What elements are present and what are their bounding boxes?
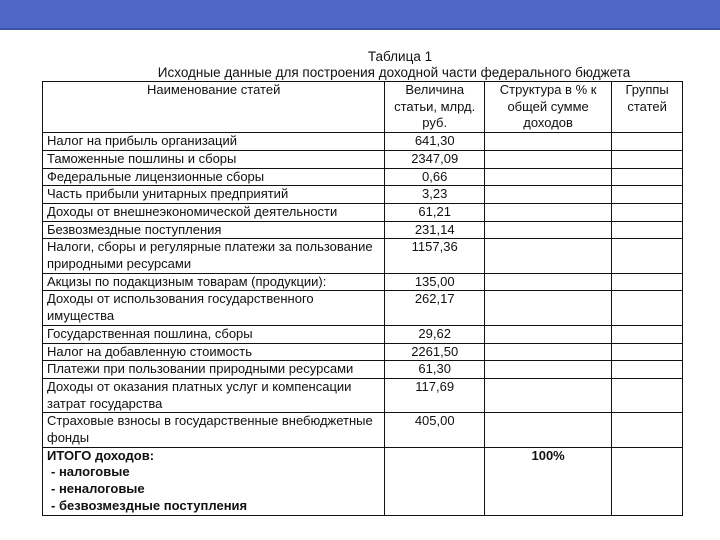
column-header-groups: Группы статей — [612, 82, 683, 133]
row-value: 3,23 — [385, 186, 485, 204]
row-name: Платежи при пользовании природными ресурсами — [43, 361, 385, 379]
row-group — [612, 239, 683, 273]
row-value: 262,17 — [385, 291, 485, 325]
row-group — [612, 378, 683, 412]
row-name: Налог на прибыль организаций — [43, 133, 385, 151]
row-group — [612, 291, 683, 325]
table-row — [43, 325, 683, 343]
row-name: Доходы от внешнеэкономической деятельности — [43, 203, 385, 221]
row-value: 2347,09 — [385, 150, 485, 168]
row-group — [612, 150, 683, 168]
table-row — [43, 273, 683, 291]
table-row — [43, 343, 683, 361]
revenue-table — [42, 81, 683, 516]
table-row — [43, 133, 683, 151]
row-name: Часть прибыли унитарных предприятий — [43, 186, 385, 204]
table-header-row — [43, 82, 683, 133]
row-structure — [484, 186, 611, 204]
row-group — [612, 343, 683, 361]
total-sub-tax: - налоговые — [51, 464, 130, 480]
total-sub-nontax: - неналоговые — [51, 481, 145, 497]
row-group — [612, 273, 683, 291]
row-structure — [484, 150, 611, 168]
row-structure — [484, 343, 611, 361]
row-structure — [484, 168, 611, 186]
table-row — [43, 239, 683, 273]
row-value: 135,00 — [385, 273, 485, 291]
row-value: 61,30 — [385, 361, 485, 379]
table-row — [43, 221, 683, 239]
row-name: Акцизы по подакцизным товарам (продукции): — [43, 273, 385, 291]
table-row — [43, 203, 683, 221]
row-group — [612, 361, 683, 379]
table-title: Исходные данные для построения доходной части федерального бюджета — [157, 65, 631, 80]
row-name: Доходы от оказания платных услуг и компенсации затрат государства — [43, 378, 385, 412]
row-value: 117,69 — [385, 378, 485, 412]
row-name: Налоги, сборы и регулярные платежи за пользование природными ресурсами — [43, 239, 385, 273]
row-group — [612, 133, 683, 151]
row-group — [612, 203, 683, 221]
row-value: 0,66 — [385, 168, 485, 186]
row-value: 641,30 — [385, 133, 485, 151]
row-structure — [484, 133, 611, 151]
row-structure — [484, 413, 611, 447]
row-structure — [484, 203, 611, 221]
table-row — [43, 378, 683, 412]
table-number: Таблица 1 — [367, 49, 433, 64]
total-groups — [612, 447, 683, 515]
row-group — [612, 186, 683, 204]
row-structure — [484, 221, 611, 239]
row-name: Безвозмездные поступления — [43, 221, 385, 239]
row-name: Налог на добавленную стоимость — [43, 343, 385, 361]
row-group — [612, 168, 683, 186]
table-row — [43, 150, 683, 168]
row-group — [612, 221, 683, 239]
column-header-structure: Структура в % к общей сумме доходов — [484, 82, 611, 133]
row-value: 231,14 — [385, 221, 485, 239]
total-cell — [43, 447, 385, 515]
table-row — [43, 361, 683, 379]
column-header-name: Наименование статей — [43, 82, 385, 133]
table-row-total — [43, 447, 683, 515]
row-name: Государственная пошлина, сборы — [43, 325, 385, 343]
row-value: 1157,36 — [385, 239, 485, 273]
total-label: ИТОГО доходов: — [47, 447, 155, 463]
table-row — [43, 291, 683, 325]
row-value: 405,00 — [385, 413, 485, 447]
row-name: Страховые взносы в государственные внебюджетные фонды — [43, 413, 385, 447]
row-name: Федеральные лицензионные сборы — [43, 168, 385, 186]
row-structure — [484, 291, 611, 325]
row-group — [612, 413, 683, 447]
table-row — [43, 413, 683, 447]
row-name: Таможенные пошлины и сборы — [43, 150, 385, 168]
table-row — [43, 186, 683, 204]
row-structure — [484, 361, 611, 379]
row-name: Доходы от использования государственного имущества — [43, 291, 385, 325]
row-value: 29,62 — [385, 325, 485, 343]
row-structure — [484, 239, 611, 273]
row-structure — [484, 325, 611, 343]
row-group — [612, 325, 683, 343]
row-value: 61,21 — [385, 203, 485, 221]
total-structure: 100% — [484, 447, 611, 515]
row-structure — [484, 378, 611, 412]
column-header-value: Величина статьи, млрд. руб. — [385, 82, 485, 133]
header-bar — [0, 0, 720, 30]
total-value — [385, 447, 485, 515]
row-value: 2261,50 — [385, 343, 485, 361]
row-structure — [484, 273, 611, 291]
total-sub-gratuitous: - безвозмездные поступления — [51, 497, 248, 513]
table-row — [43, 168, 683, 186]
